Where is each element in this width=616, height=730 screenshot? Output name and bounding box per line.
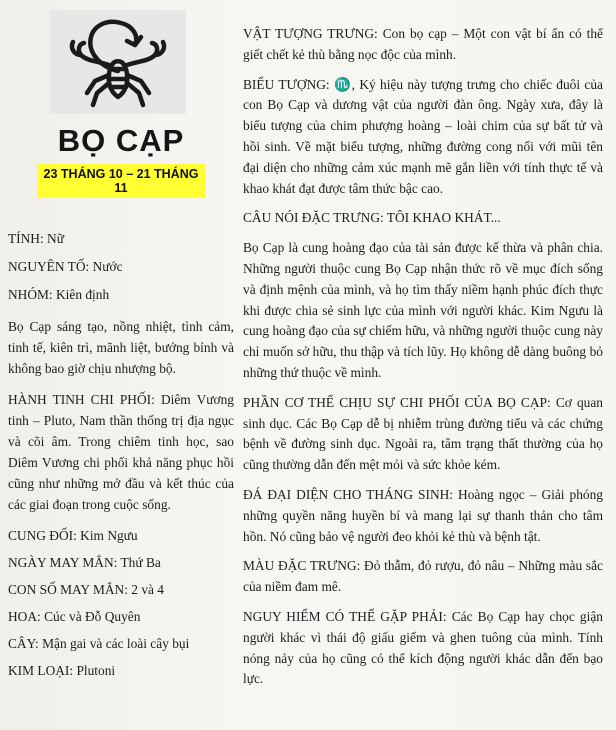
section-birthstone: [243, 485, 603, 547]
section-body-part: [243, 393, 603, 476]
info-value: Diêm Vương tinh – Pluto, Nam thần thống trị địa ngục và cõi âm. Trong chiêm tinh học, sao Diêm Vương chi phối khả năng phục hồi cũng như những mở đầu và kết thúc của các giai đoạn trong cuộc sống.: [8, 392, 234, 512]
info-group: [8, 284, 234, 305]
sign-title: BỌ CẠP: [57, 123, 185, 158]
section-label: BIỂU TƯỢNG:: [243, 76, 330, 92]
section-text: Đỏ thẫm, đỏ rượu, đỏ nâu – Những màu sắc của niềm đam mê.: [243, 558, 603, 595]
section-text: Cơ quan sinh dục. Các Bọ Cạp dễ bị nhiễm trùng đường tiểu và các chứng bệnh về đường sinh dục. Ngoài ra, tâm trạng thất thường của họ cũng thường dẫn đến mệt mỏi và sức khỏe kém.: [243, 394, 603, 473]
info-label: HÀNH TINH CHI PHỐI:: [8, 392, 155, 407]
info-value: Kiên định: [52, 287, 110, 302]
section-label: NGUY HIỂM CÓ THỂ GẶP PHẢI:: [243, 608, 447, 624]
info-value: 2 và 4: [127, 582, 164, 597]
info-metal: [8, 660, 234, 681]
section-symbol-animal: [243, 24, 603, 66]
info-value: Kim Ngưu: [76, 528, 138, 543]
info-lucky-number: [8, 579, 234, 600]
section-label: MÀU ĐẶC TRƯNG:: [243, 558, 361, 574]
info-value: Mận gai và các loài cây bụi: [38, 636, 190, 651]
info-value: Nước: [89, 259, 123, 274]
scorpion-icon-box: [50, 10, 186, 114]
info-value: Nữ: [43, 231, 64, 246]
date-range-badge: 23 THÁNG 10 – 21 THÁNG 11: [37, 164, 205, 198]
section-label: PHẦN CƠ THỂ CHỊU SỰ CHI PHỐI CỦA BỌ CẠP:: [243, 394, 551, 410]
scorpion-icon: [63, 13, 173, 111]
info-label: CON SỐ MAY MẮN:: [8, 582, 128, 597]
info-value: Thứ Ba: [117, 555, 161, 570]
section-glyph: [243, 75, 603, 200]
info-label: HOA:: [8, 609, 41, 624]
sign-description: Bọ Cạp sáng tạo, nồng nhiệt, tình cảm, tinh tế, kiên trì, mãnh liệt, bướng bỉnh và không bao giờ chịu nhượng bộ.: [8, 319, 234, 376]
section-colors: [243, 556, 603, 598]
info-element: [8, 256, 234, 277]
section-label: ĐÁ ĐẠI DIỆN CHO THÁNG SINH:: [243, 486, 454, 502]
section-text: Con bọ cạp – Một con vật bí ẩn có thể giết chết kẻ thù bằng nọc độc của mình.: [243, 26, 603, 62]
info-label: CÂY:: [8, 636, 39, 651]
info-label: CUNG ĐỐI:: [8, 528, 77, 543]
section-label: CÂU NÓI ĐẶC TRƯNG: TÔI KHAO KHÁT...: [243, 210, 501, 226]
section-text: Hoàng ngọc – Giải phóng những quyền năng huyền bí và mang lại sự thanh thản cho tâm hồn. Nó cũng bảo vệ người đeo khỏi kẻ thù và bệnh tật.: [243, 486, 603, 544]
section-motto: [243, 208, 603, 229]
section-label: VẬT TƯỢNG TRƯNG:: [243, 26, 378, 41]
info-label: NHÓM:: [8, 287, 53, 302]
info-tree: [8, 633, 234, 654]
info-planet: [8, 389, 234, 515]
section-dangers: [243, 607, 603, 690]
info-label: NGÀY MAY MẮN:: [8, 555, 118, 570]
info-label: NGUYÊN TỐ:: [8, 259, 90, 274]
info-gender: [8, 228, 234, 249]
section-text: Bọ Cạp là cung hoàng đạo của tài sản được kế thừa và phân chia. Những người thuộc cung Bọ Cạp nhận thức rõ về mục đích sống và định mệnh của mình, và họ tìm thấy niềm hạnh phúc đích thực khi được chia sẻ sinh lực của mình với người khác. Kim Ngưu là cung hoàng đạo của sự chiếm hữu, và những người thuộc cung này chỉ muốn sở hữu, thu thập và tích lũy. Họ không dễ dàng buông bỏ những thứ thuộc về mình.: [243, 240, 603, 380]
right-column: [243, 24, 603, 690]
section-text: ♏, Ký hiệu này tượng trưng cho chiếc đuôi của con Bọ Cạp và dương vật của người đàn ông. Ngày xưa, đây là biểu tượng của chim phượng hoàng – loài chim của sự bất tử và hồi sinh. Về mặt biểu tượng, những đường cong nối với mũi tên đại diện cho những cảm xúc mạnh mẽ gắn liền với tính thực tế và khao khát đạt được tâm thức bậc cao.: [243, 76, 603, 196]
info-label: KIM LOẠI:: [8, 663, 74, 678]
info-opposite-sign: [8, 525, 234, 546]
info-label: TÍNH:: [8, 231, 44, 246]
info-value: Plutoni: [73, 663, 116, 678]
section-text: Các Bọ Cạp hay chọc giận người khác vì thái độ giấu giếm và ghen tuông của mình. Tính nóng nảy của họ cũng có thể kích động người khác dẫn đến bạo lực.: [243, 608, 603, 687]
left-column: [8, 10, 234, 681]
info-lucky-day: [8, 552, 234, 573]
section-overview: [243, 238, 603, 384]
info-flower: [8, 606, 234, 627]
info-value: Cúc và Đỗ Quyên: [40, 609, 141, 624]
